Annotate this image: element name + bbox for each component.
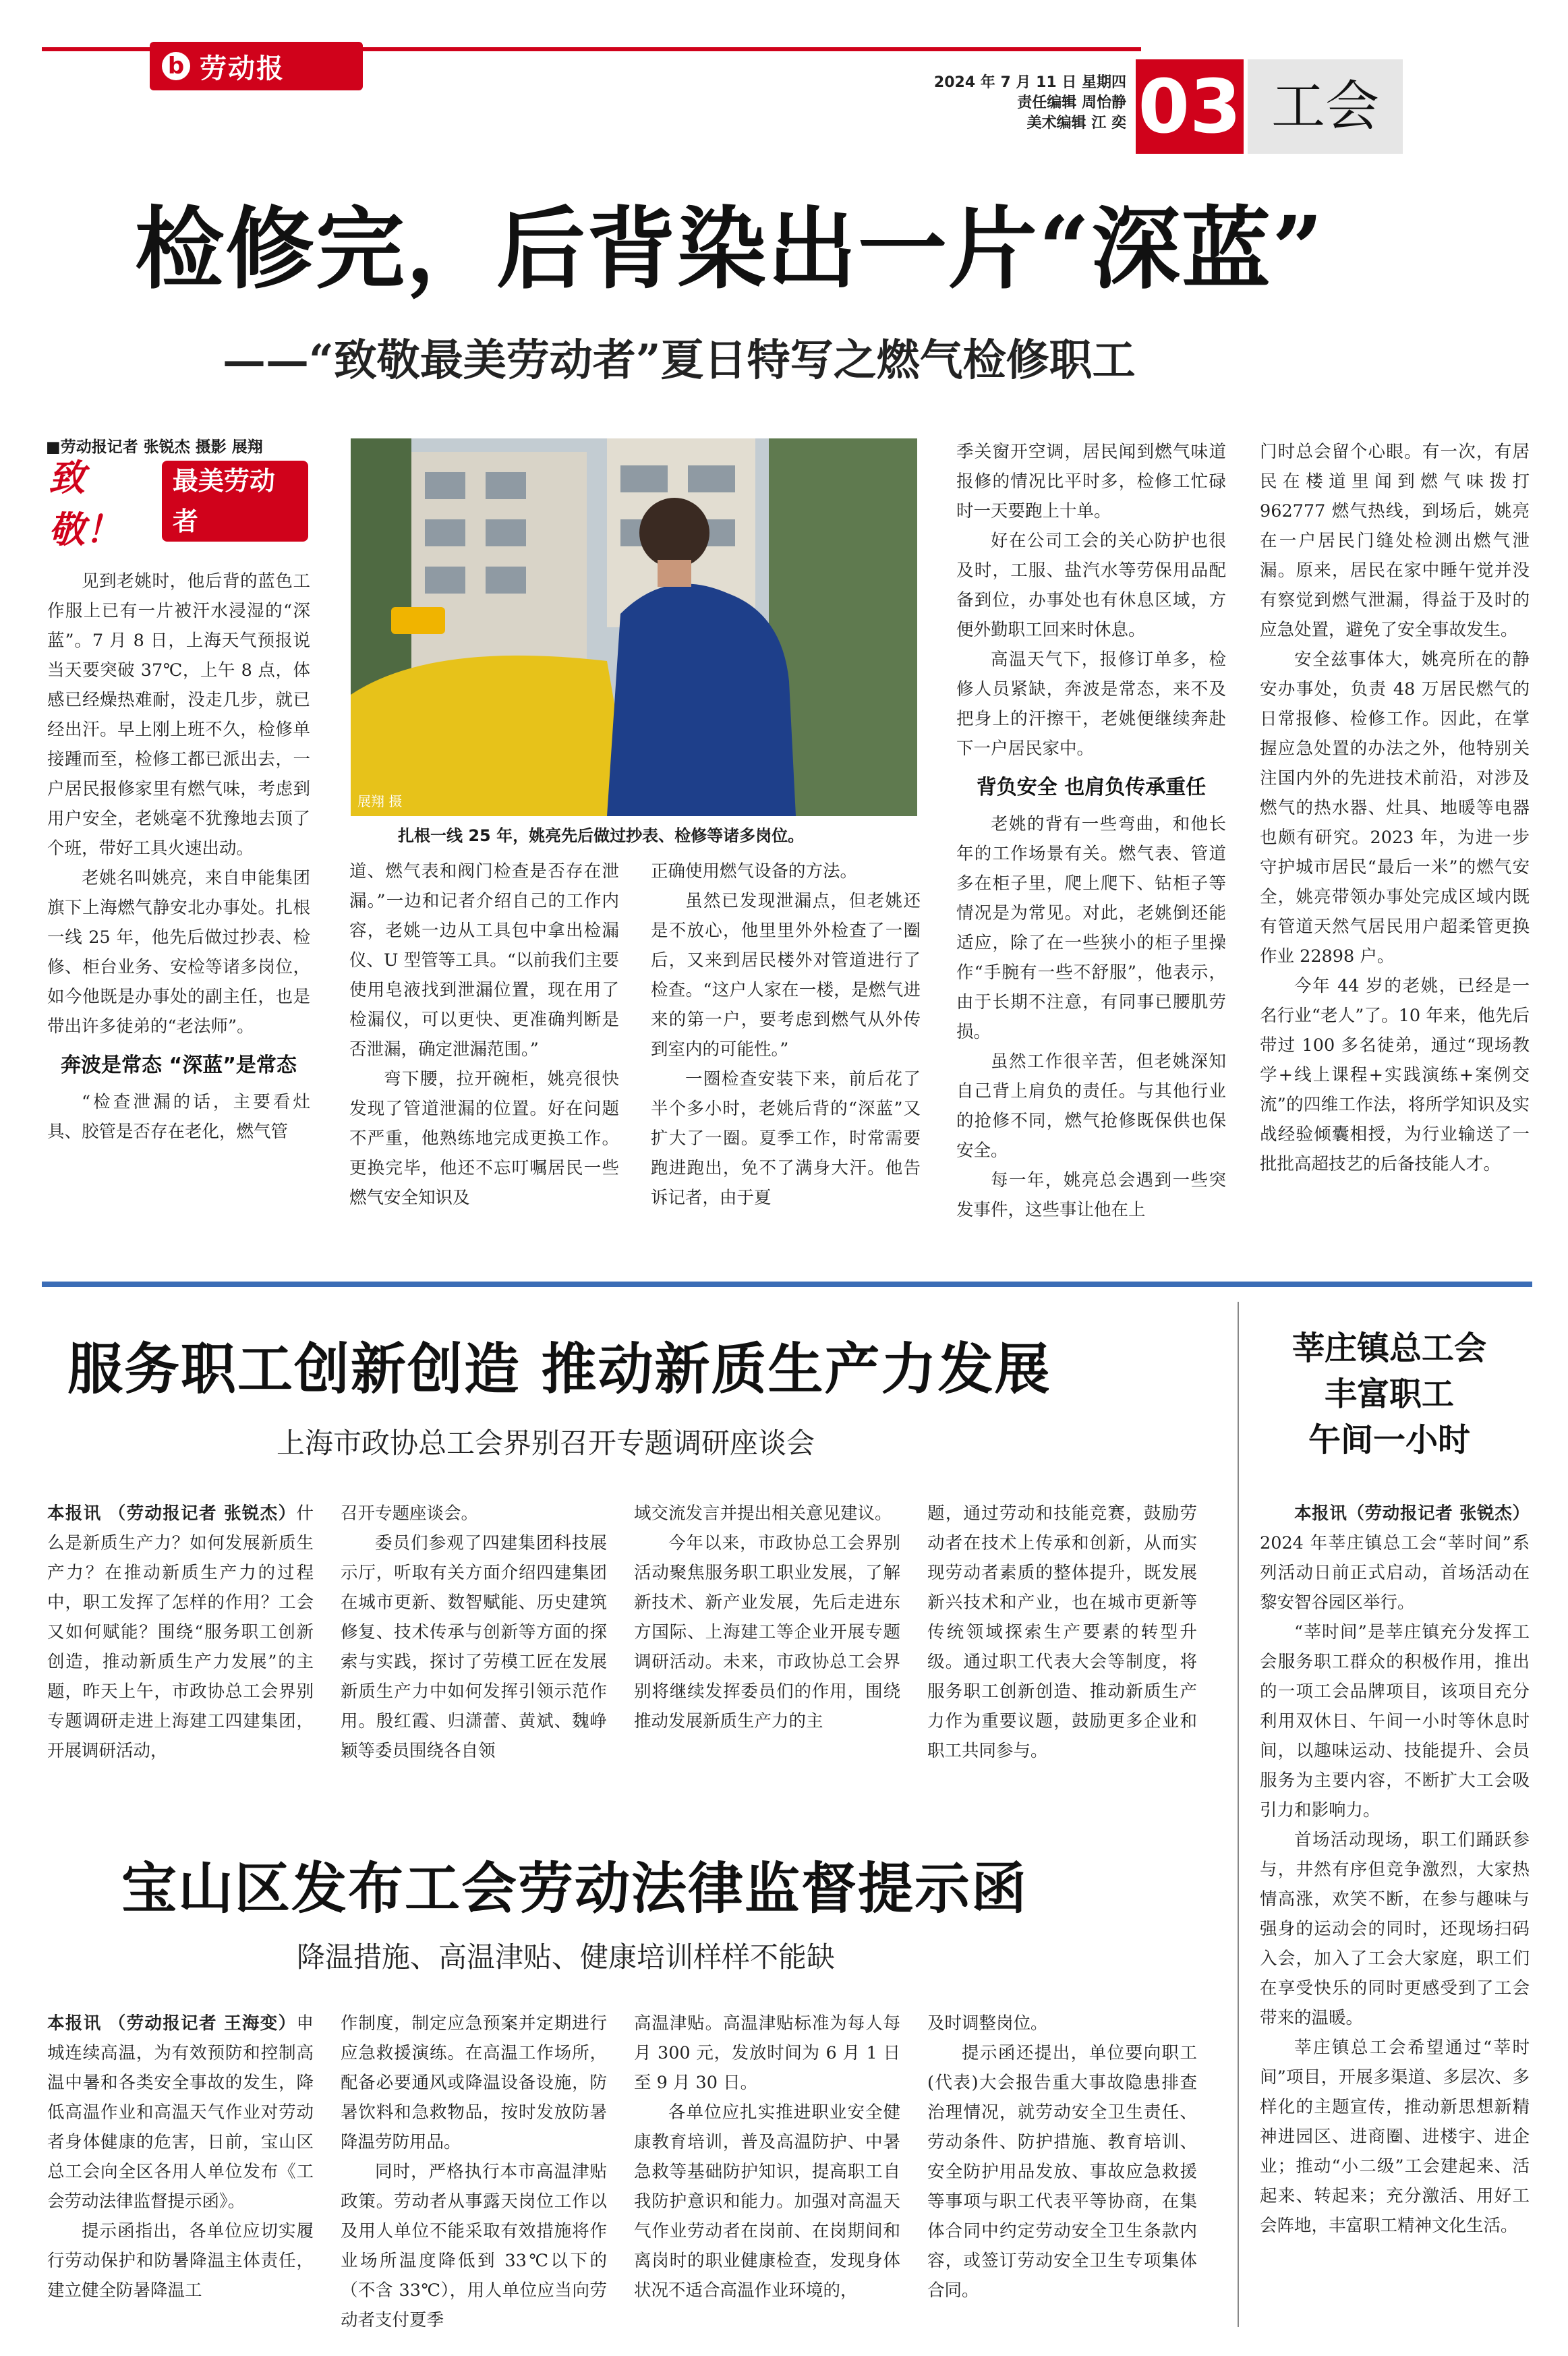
story1-col4-para: 老姚的背有一些弯曲，和他长年的工作场景有关。燃气表、管道多在柜子里，爬上爬下、钻柜子等情况是为常见。对此，老姚倒还能适应，除了在一些狭小的柜子里操作“手腕有一些不舒服”，他表示，由于长期不注意，有同事已腰肌劳损。 xyxy=(956,814,1226,1042)
story1-subheading-1: 奔波是常态 “深蓝”是常态 xyxy=(61,1054,297,1077)
story2-col2-para: 召开专题座谈会。 xyxy=(341,1503,479,1524)
story1-photo xyxy=(351,438,917,816)
story1-subhead: ——“致敬最美劳动者”夏日特写之燃气检修职工 xyxy=(223,335,1136,386)
story4-col3-para: 各单位应扎实推进职业安全健康教育培训，普及高温防护、中暑急救等基础防护知识，提高职工自我防护意识和能力。加强对高温天气作业劳动者在岗前、在岗期间和离岗时的职业健康检查，发现身体状况不适合高温作业环境的， xyxy=(634,2102,900,2301)
story1-col5-para: 安全兹事体大，姚亮所在的静安办事处，负责 48 万居民燃气的日常报修、检修工作。因此，在掌握应急处置的办法之外，他特别关注国内外的先进技术前沿，对涉及燃气的热水器、灶具、地暖等电器也颇有研究。2023 年，为进一步守护城市居民“最后一米”的燃气安全，姚亮带领办事处完成区域内既有管道天然气居民用户超柔管更换作业 22898 户。 xyxy=(1260,650,1530,967)
story4-col2-para: 作制度，制定应急预案并定期进行应急救援演练。在高温工作场所，配备必要通风或降温设备设施，防暑饮料和急救物品，按时发放防暑降温劳防用品。 xyxy=(341,2013,607,2152)
story2-byline: 本报讯 （劳动报记者 张锐杰） xyxy=(47,1503,297,1524)
photo-illustration xyxy=(351,438,917,816)
story4-col4-para: 提示函还提出，单位要向职工(代表)大会报告重大事故隐患排查治理情况，就劳动安全卫生责任、劳动条件、防护措施、教育培训、安全防护用品发放、事故应急救援等事项与职工代表平等协商，在集体合同中约定劳动安全卫生条款内容，或签订劳动安全卫生专项集体合同。 xyxy=(927,2043,1197,2301)
story3-headline-line: 午间一小时 xyxy=(1308,1421,1470,1459)
story4-col4-para: 及时调整岗位。 xyxy=(927,2013,1048,2034)
section-divider xyxy=(42,1282,1532,1287)
story1-col5-para: 门时总会留个心眼。有一次，有居民在楼道里闻到燃气味拨打 962777 燃气热线，到场后，姚亮在一户居民门缝处检测出燃气泄漏。原来，居民在家中睡午觉并没有察觉到燃气泄漏，得益于及时的应急处置，避免了安全事故发生。 xyxy=(1260,442,1530,640)
photo-caption: 扎根一线 25 年，姚亮先后做过抄表、检修等诸多岗位。 xyxy=(398,826,805,845)
story1-subheading-2: 背负安全 也肩负传承重任 xyxy=(976,776,1207,799)
story4-byline: 本报讯 （劳动报记者 王海变） xyxy=(47,2013,297,2034)
story2-col2-para: 委员们参观了四建集团科技展示厅，听取有关方面介绍四建集团在城市更新、数智赋能、历史建筑修复、技术传承与创新等方面的探索与实践，探讨了劳模工匠在发展新质生产力中如何发挥引领示范作用。殷红霞、归潇蕾、黄斌、魏峥颖等委员围绕各自领 xyxy=(341,1533,607,1761)
tribute-label: 最美劳动者 xyxy=(162,461,308,542)
logo-icon: b xyxy=(162,52,190,80)
story1-col5-para: 今年 44 岁的老姚，已经是一名行业“老人”了。10 年来，他先后带过 100 多名徒弟，通过“现场教学+线上课程+实践演练+案例交流”的四维工作法，将所学知识及实战经验倾囊相授，为行业输送了一批批高超技艺的后备技能人才。 xyxy=(1260,976,1530,1174)
story1-col3-para: 正确使用燃气设备的方法。 xyxy=(651,861,858,882)
editor-label: 责任编辑 xyxy=(1017,94,1077,111)
story3-para: “莘时间”是莘庄镇充分发挥工会服务职工群众的积极作用，推出的一项工会品牌项目，该项目充分利用双休日、午间一小时等休息时间，以趣味运动、技能提升、会员服务为主要内容，不断扩大工会吸引力和影响力。 xyxy=(1260,1622,1530,1820)
paper-name: 劳动报 xyxy=(200,52,285,84)
story2-col3-para: 域交流发言并提出相关意见建议。 xyxy=(634,1503,892,1524)
section-name: 工会 xyxy=(1248,59,1403,154)
story4-headline: 宝山区发布工会劳动法律监督提示函 xyxy=(121,1856,1028,1921)
story1-col4-para: 虽然工作很辛苦，但老姚深知自己背上肩负的责任。与其他行业的抢修不同，燃气抢修既保供也保安全。 xyxy=(956,1052,1226,1161)
story1-col3-para: 一圈检查安装下来，前后花了半个多小时，老姚后背的“深蓝”又扩大了一圈。夏季工作，时常需要跑进跑出，免不了满身大汗。他告诉记者，由于夏 xyxy=(651,1069,921,1208)
story3-headline xyxy=(1254,1325,1524,1463)
story1-col2-para: 道、燃气表和阀门检查是否存在泄漏。”一边和记者介绍自己的工作内容，老姚一边从工具包中拿出检漏仪、U 型管等工具。“以前我们主要使用皂液找到泄漏位置，现在用了检漏仪，可以更快、更准确判断是否泄漏，确定泄漏范围。” xyxy=(349,861,619,1060)
story4-col1-para: 申城连续高温，为有效预防和控制高温中暑和各类安全事故的发生，降低高温作业和高温天气作业对劳动者身体健康的危害，日前，宝山区总工会向全区各用人单位发布《工会劳动法律监督提示函》。 xyxy=(47,2013,314,2212)
story3-para: 莘庄镇总工会希望通过“莘时间”项目，开展多渠道、多层次、多样化的主题宣传，推动新思想新精神进园区、进商圈、进楼宇、进企业；推动“小二级”工会建起来、活起来、转起来；充分激活、用好工会阵地，丰富职工精神文化生活。 xyxy=(1260,2038,1530,2236)
story1-col4-para: 高温天气下，报修订单多，检修人员紧缺，奔波是常态，来不及把身上的汗擦干，老姚便继续奔赴下一户居民家中。 xyxy=(956,650,1226,759)
art-editor-name: 江 奕 xyxy=(1091,115,1126,132)
story4-subhead: 降温措施、高温津贴、健康培训样样不能缺 xyxy=(297,1941,836,1974)
story2-headline: 服务职工创新创造 推动新质生产力发展 xyxy=(67,1337,1051,1402)
story4-col2-para: 同时，严格执行本市高温津贴政策。劳动者从事露天岗位工作以及用人单位不能采取有效措施将作业场所温度降低到 33℃以下的（不含 33℃），用人单位应当向劳动者支付夏季 xyxy=(341,2162,607,2330)
story2-col1-para: 什么是新质生产力？如何发展新质生产力？在推动新质生产力的过程中，职工发挥了怎样的作用？工会又如何赋能？围绕“服务职工创新创造，推动新质生产力发展”的主题，昨天上午，市政协总工会界别专题调研走进上海建工四建集团，开展调研活动， xyxy=(47,1503,314,1761)
story4-col3-para: 高温津贴。高温津贴标准为每人每月 300 元，发放时间为 6 月 1 日至 9 月 30 日。 xyxy=(634,2013,900,2093)
editor-name: 周怡静 xyxy=(1081,94,1126,111)
column-divider xyxy=(1238,1302,1239,2327)
story1-byline: ■劳动报记者 张锐杰 摄影 展翔 xyxy=(46,438,263,456)
story1-col1-para: 老姚名叫姚亮，来自申能集团旗下上海燃气静安北办事处。扎根一线 25 年，他先后做过抄表、检修、柜台业务、安检等诸多岗位，如今他既是办事处的副主任，也是带出许多徒弟的“老法师”。 xyxy=(47,868,310,1037)
story1-headline: 检修完，后背染出一片“深蓝” xyxy=(135,197,1325,301)
story3-para: 2024 年莘庄镇总工会“莘时间”系列活动日前正式启动，首场活动在黎安智谷园区举行。 xyxy=(1260,1533,1530,1613)
story1-col1-para: “检查泄漏的话，主要看灶具、胶管是否存在老化，燃气管 xyxy=(47,1092,310,1142)
story3-para: 首场活动现场，职工们踊跃参与，井然有序但竞争激烈，大家热情高涨，欢笑不断，在参与趣味与强身的运动会的同时，还现场扫码入会，加入了工会大家庭，职工们在享受快乐的同时更感受到了工会带来的温暖。 xyxy=(1260,1830,1530,2028)
story1-col4-para: 季关窗开空调，居民闻到燃气味道报修的情况比平时多，检修工忙碌时一天要跑上十单。 xyxy=(956,442,1226,521)
story1-col3-para: 虽然已发现泄漏点，但老姚还是不放心，他里里外外检查了一圈后，又来到居民楼外对管道进行了检查。“这户人家在一楼，是燃气进来的第一户，要考虑到燃气从外传到室内的可能性。” xyxy=(651,891,921,1060)
paper-logo xyxy=(150,42,363,90)
story2-col4-para: 题，通过劳动和技能竞赛，鼓励劳动者在技术上传承和创新，从而实现劳动者素质的整体提升，既发展新兴技术和产业，也在城市更新等传统领域探索生产要素的转型升级。通过职工代表大会等制度，将服务职工创新创造、推动新质生产力作为重要议题，鼓励更多企业和职工共同参与。 xyxy=(927,1503,1197,1761)
story1-col1-para: 见到老姚时，他后背的蓝色工作服上已有一片被汗水浸湿的“深蓝”。7 月 8 日，上海天气预报说当天要突破 37℃，上午 8 点，体感已经燥热难耐，没走几步，就已经出汗。早上刚上班不久，检修单接踵而至，检修工都已派出去，一户居民报修家里有燃气味，考虑到用户安全，老姚毫不犹豫地去顶了个班，带好工具火速出动。 xyxy=(47,571,310,859)
story3-headline-line: 丰富职工 xyxy=(1324,1375,1454,1413)
story2-col3-para: 今年以来，市政协总工会界别活动聚焦服务职工职业发展，了解新技术、新产业发展，先后走进东方国际、上海建工等企业开展专题调研活动。未来，市政协总工会界别将继续发挥委员们的作用，围绕推动发展新质生产力的主 xyxy=(634,1533,900,1731)
story1-col2-para: 弯下腰，拉开碗柜，姚亮很快发现了管道泄漏的位置。好在问题不严重，他熟练地完成更换工作。更换完毕，他还不忘叮嘱居民一些燃气安全知识及 xyxy=(349,1069,619,1208)
issue-date: 2024 年 7 月 11 日 星期四 xyxy=(933,74,1126,91)
story4-col1-para: 提示函指出，各单位应切实履行劳动保护和防暑降温主体责任，建立健全防暑降温工 xyxy=(47,2221,314,2301)
story1-col4-para: 每一年，姚亮总会遇到一些突发事件，这些事让他在上 xyxy=(956,1170,1226,1220)
story3-headline-line: 莘庄镇总工会 xyxy=(1291,1329,1486,1367)
art-editor-label: 美术编辑 xyxy=(1026,115,1086,132)
story2-subhead: 上海市政协总工会界别召开专题调研座谈会 xyxy=(277,1427,815,1460)
tribute-red-text: 致敬！ xyxy=(49,456,121,551)
story1-col4-para: 好在公司工会的关心防护也很及时，工服、盐汽水等劳保用品配备到位，办事处也有休息区域，方便外勤职工回来时休息。 xyxy=(956,531,1226,640)
tribute-tag xyxy=(49,456,308,551)
story3-byline: 本报讯（劳动报记者 张锐杰） xyxy=(1294,1503,1530,1524)
photo-credit: 展翔 摄 xyxy=(357,793,403,809)
page-number-block: 03 xyxy=(1136,59,1244,154)
